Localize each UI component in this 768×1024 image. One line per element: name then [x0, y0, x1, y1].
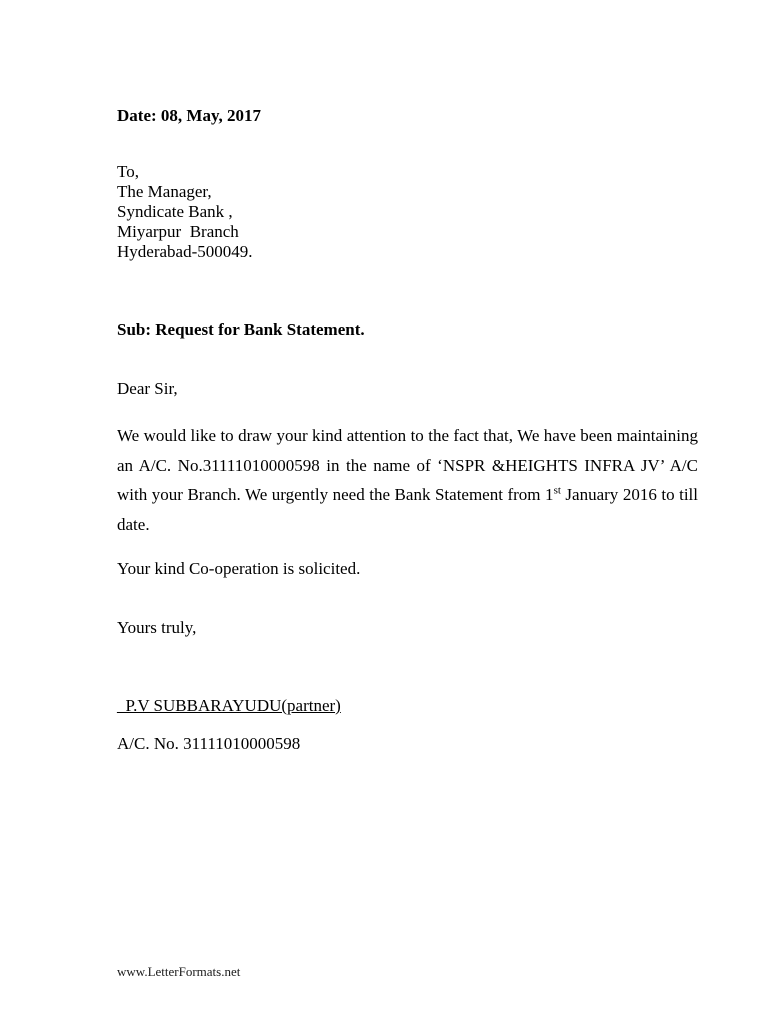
recipient-line-manager: The Manager, — [117, 182, 212, 201]
account-number-line: A/C. No. 31111010000598 — [117, 734, 301, 753]
recipient-line-city: Hyderabad-500049. — [117, 242, 253, 261]
body-superscript-st: st — [553, 484, 561, 497]
recipient-line-branch: Miyarpur Branch — [117, 222, 239, 241]
letter-content — [117, 0, 698, 754]
body-text-part2: January 2016 to till date. — [117, 485, 699, 534]
body-paragraph — [117, 421, 698, 539]
recipient-salutation: To, — [117, 162, 139, 181]
recipient-line-bank: Syndicate Bank , — [117, 202, 233, 221]
body-text-part1: We would like to draw your kind attention to the fact that, We have been maintaining an A/C. No.31111010000598 in the name of ‘NSPR &HEIGHTS INFRA JV’ A/C with your Branch. We urgently need the Bank Statement from 1 — [117, 426, 698, 504]
letter-date: Date: 08, May, 2017 — [117, 106, 262, 125]
subject-line: Sub: Request for Bank Statement. — [117, 320, 365, 339]
footer-watermark: www.LetterFormats.net — [117, 964, 241, 979]
signature-name: _P.V SUBBARAYUDU(partner) — [117, 696, 341, 715]
closing-line: Yours truly, — [117, 618, 197, 637]
recipient-address-block — [117, 162, 698, 262]
cooperation-line: Your kind Co-operation is solicited. — [117, 559, 361, 578]
greeting-line: Dear Sir, — [117, 379, 178, 398]
